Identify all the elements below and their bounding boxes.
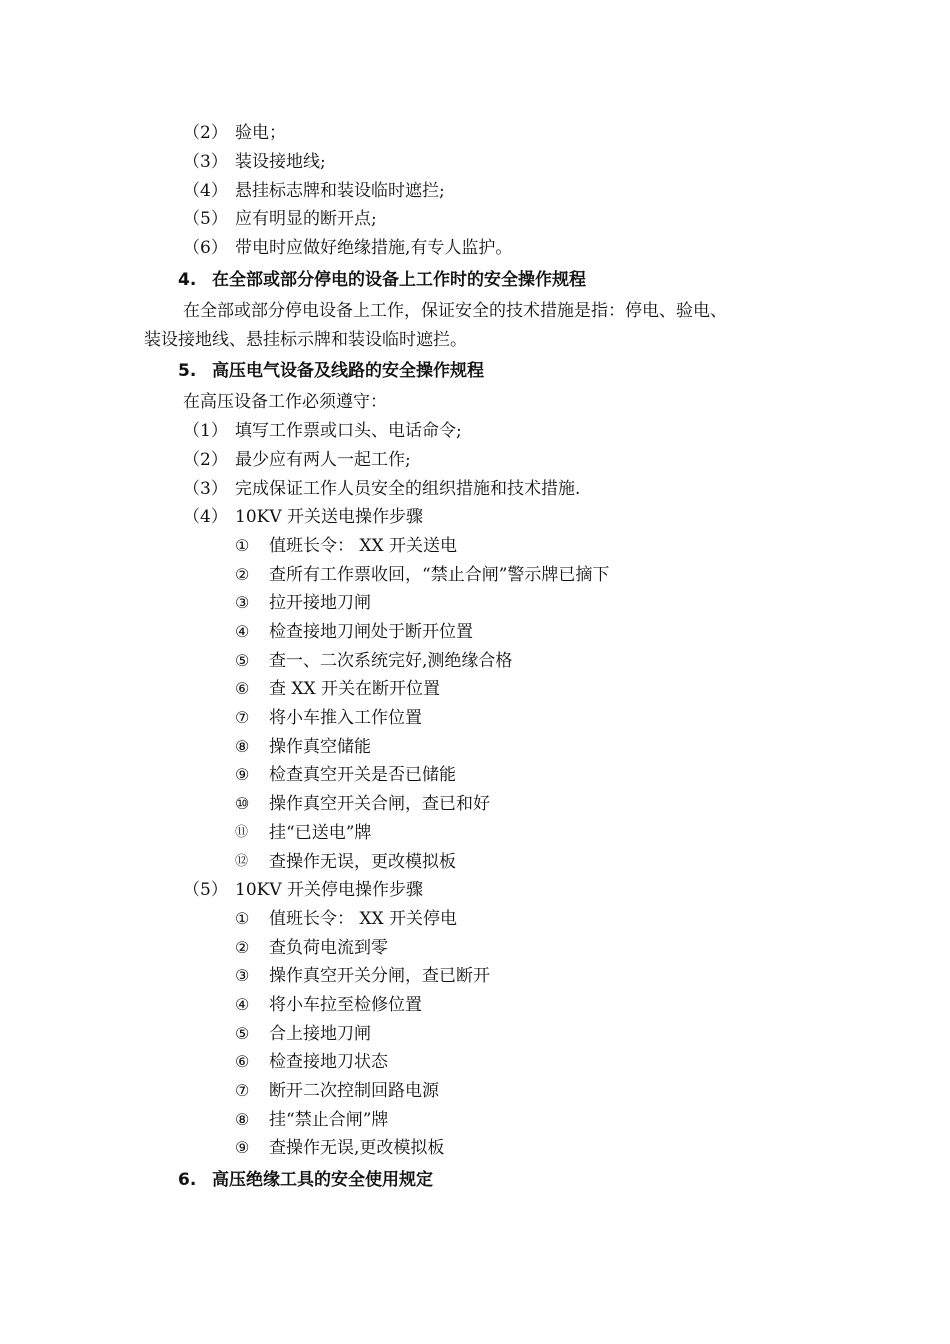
step-number: ⑥ bbox=[235, 1052, 250, 1071]
item-text: 带电时应做好绝缘措施,有专人监护。 bbox=[235, 238, 513, 258]
step-text: 挂“已送电”牌 bbox=[269, 823, 372, 843]
section-title: 在全部或部分停电的设备上工作时的安全操作规程 bbox=[212, 270, 586, 290]
step-text: 查操作无误,更改模拟板 bbox=[269, 1138, 445, 1158]
item-text: 应有明显的断开点; bbox=[235, 209, 377, 229]
paragraph-text: 装设接地线、悬挂标示牌和装设临时遮拦。 bbox=[144, 330, 467, 350]
step-text: 值班长令： XX 开关停电 bbox=[269, 909, 458, 929]
step-text: 查负荷电流到零 bbox=[269, 938, 388, 958]
item-text: 填写工作票或口头、电话命令; bbox=[235, 421, 462, 441]
item-number: （2） bbox=[183, 450, 228, 470]
step-text: 拉开接地刀闸 bbox=[269, 593, 371, 613]
step-number: ⑩ bbox=[235, 794, 250, 813]
item-number: （5） bbox=[183, 209, 228, 229]
step-number: ⑨ bbox=[235, 765, 250, 784]
step-text: 操作真空开关分闸，查已断开 bbox=[269, 966, 490, 986]
section-title: 高压绝缘工具的安全使用规定 bbox=[212, 1170, 433, 1190]
item-text: 最少应有两人一起工作; bbox=[235, 450, 411, 470]
intro-text: 在高压设备工作必须遵守： bbox=[183, 392, 387, 412]
step-text: 断开二次控制回路电源 bbox=[269, 1081, 439, 1101]
section-number: 5. bbox=[178, 361, 197, 381]
step-number: ④ bbox=[235, 995, 250, 1014]
step-text: 值班长令： XX 开关送电 bbox=[269, 536, 458, 556]
item-text: 10KV 开关送电操作步骤 bbox=[235, 507, 424, 527]
paragraph-text: 在全部或部分停电设备上工作，保证安全的技术措施是指：停电、验电、 bbox=[183, 301, 727, 321]
step-number: ⑤ bbox=[235, 651, 250, 670]
item-number: （3） bbox=[183, 152, 228, 172]
step-number: ⑧ bbox=[235, 1110, 250, 1129]
step-number: ⑦ bbox=[235, 1081, 250, 1100]
step-number: ① bbox=[235, 909, 250, 928]
step-number: ⑥ bbox=[235, 679, 250, 698]
step-text: 操作真空储能 bbox=[269, 737, 371, 757]
item-text: 10KV 开关停电操作步骤 bbox=[235, 880, 424, 900]
step-text: 挂“禁止合闸”牌 bbox=[269, 1110, 389, 1130]
step-text: 查一、二次系统完好,测绝缘合格 bbox=[269, 651, 513, 671]
step-number: ② bbox=[235, 938, 250, 957]
step-number: ⑪ bbox=[235, 825, 249, 840]
step-text: 操作真空开关合闸，查已和好 bbox=[269, 794, 490, 814]
section-number: 6. bbox=[178, 1170, 197, 1190]
section-number: 4. bbox=[178, 270, 197, 290]
item-text: 装设接地线; bbox=[235, 152, 326, 172]
step-number: ④ bbox=[235, 622, 250, 641]
item-text: 完成保证工作人员安全的组织措施和技术措施. bbox=[235, 479, 581, 499]
step-number: ⑧ bbox=[235, 737, 250, 756]
step-text: 查 XX 开关在断开位置 bbox=[269, 679, 441, 699]
step-number: ③ bbox=[235, 966, 250, 985]
step-number: ① bbox=[235, 536, 250, 555]
step-text: 查所有工作票收回，“禁止合闸”警示牌已摘下 bbox=[269, 565, 610, 585]
step-text: 检查真空开关是否已储能 bbox=[269, 765, 456, 785]
step-number: ⑫ bbox=[235, 854, 249, 869]
item-number: （1） bbox=[183, 421, 228, 441]
item-number: （4） bbox=[183, 507, 228, 527]
step-text: 检查接地刀闸处于断开位置 bbox=[269, 622, 473, 642]
step-text: 合上接地刀闸 bbox=[269, 1024, 371, 1044]
step-text: 将小车推入工作位置 bbox=[269, 708, 422, 728]
item-text: 悬挂标志牌和装设临时遮拦; bbox=[235, 181, 445, 201]
item-number: （4） bbox=[183, 181, 228, 201]
step-text: 将小车拉至检修位置 bbox=[269, 995, 422, 1015]
section-title: 高压电气设备及线路的安全操作规程 bbox=[212, 361, 484, 381]
step-number: ② bbox=[235, 565, 250, 584]
step-text: 检查接地刀状态 bbox=[269, 1052, 388, 1072]
item-number: （6） bbox=[183, 238, 228, 258]
item-number: （2） bbox=[183, 123, 228, 143]
step-number: ⑦ bbox=[235, 708, 250, 727]
step-number: ⑨ bbox=[235, 1138, 250, 1157]
step-text: 查操作无误，更改模拟板 bbox=[269, 852, 456, 872]
step-number: ⑤ bbox=[235, 1024, 250, 1043]
step-number: ③ bbox=[235, 593, 250, 612]
item-number: （5） bbox=[183, 880, 228, 900]
item-number: （3） bbox=[183, 479, 228, 499]
item-text: 验电； bbox=[235, 123, 286, 143]
